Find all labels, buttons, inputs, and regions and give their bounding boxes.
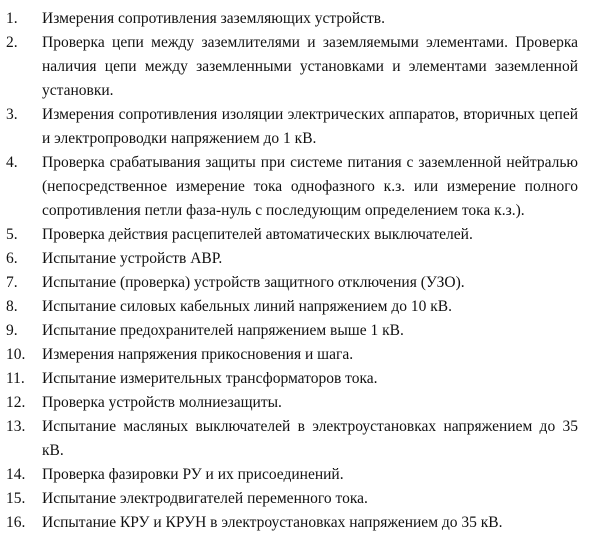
numbered-list — [0, 7, 600, 535]
item-number: 15. — [6, 490, 26, 507]
item-number: 8. — [6, 298, 18, 315]
item-text: Проверка срабатывания защиты при системе питания с заземленной нейтралью (непосредственное измерение тока однофазного к.з. или измерение полного сопротивления петли фаза-нуль с последующим определением тока к.з.). — [42, 154, 578, 219]
item-number: 14. — [6, 466, 26, 483]
list-item — [0, 7, 600, 31]
item-text: Проверка фазировки РУ и их присоединений. — [42, 466, 344, 483]
list-item — [0, 31, 600, 103]
list-item — [0, 487, 600, 511]
item-number: 12. — [6, 394, 26, 411]
list-item — [0, 367, 600, 391]
item-number: 9. — [6, 322, 18, 339]
list-item — [0, 151, 600, 223]
item-text: Измерения сопротивления заземляющих устройств. — [42, 10, 385, 27]
item-text: Испытание устройств АВР. — [42, 250, 223, 267]
list-item — [0, 223, 600, 247]
item-number: 11. — [6, 370, 25, 387]
item-text: Испытание масляных выключателей в электроустановках напряжением до 35 кВ. — [42, 418, 578, 459]
item-number: 4. — [6, 154, 18, 171]
item-text: Испытание измерительных трансформаторов тока. — [42, 370, 378, 387]
list-item — [0, 247, 600, 271]
item-text: Испытание электродвигателей переменного тока. — [42, 490, 368, 507]
list-item — [0, 319, 600, 343]
item-text: Испытание предохранителей напряжением выше 1 кВ. — [42, 322, 404, 339]
item-text: Проверка цепи между заземлителями и заземляемыми элементами. Проверка наличия цепи между заземленными установками и элементами заземленной установки. — [42, 34, 578, 99]
item-text: Испытание (проверка) устройств защитного отключения (УЗО). — [42, 274, 465, 291]
item-text: Проверка действия расцепителей автоматических выключателей. — [42, 226, 473, 243]
list-item — [0, 391, 600, 415]
item-number: 5. — [6, 226, 18, 243]
item-number: 2. — [6, 34, 18, 51]
item-number: 6. — [6, 250, 18, 267]
list-item — [0, 295, 600, 319]
list-item — [0, 415, 600, 463]
list-item — [0, 103, 600, 151]
item-number: 13. — [6, 418, 26, 435]
list-item — [0, 511, 600, 535]
item-number: 3. — [6, 106, 18, 123]
item-number: 16. — [6, 514, 26, 531]
item-text: Испытание силовых кабельных линий напряжением до 10 кВ. — [42, 298, 452, 315]
list-item — [0, 271, 600, 295]
item-text: Проверка устройств молниезащиты. — [42, 394, 282, 411]
list-item — [0, 343, 600, 367]
item-text: Испытание КРУ и КРУН в электроустановках напряжением до 35 кВ. — [42, 514, 503, 531]
list-item — [0, 463, 600, 487]
item-number: 7. — [6, 274, 18, 291]
item-text: Измерения напряжения прикосновения и шага. — [42, 346, 354, 363]
item-number: 10. — [6, 346, 26, 363]
item-text: Измерения сопротивления изоляции электрических аппаратов, вторичных цепей и электропроводки напряжением до 1 кВ. — [42, 106, 578, 147]
item-number: 1. — [6, 10, 18, 27]
